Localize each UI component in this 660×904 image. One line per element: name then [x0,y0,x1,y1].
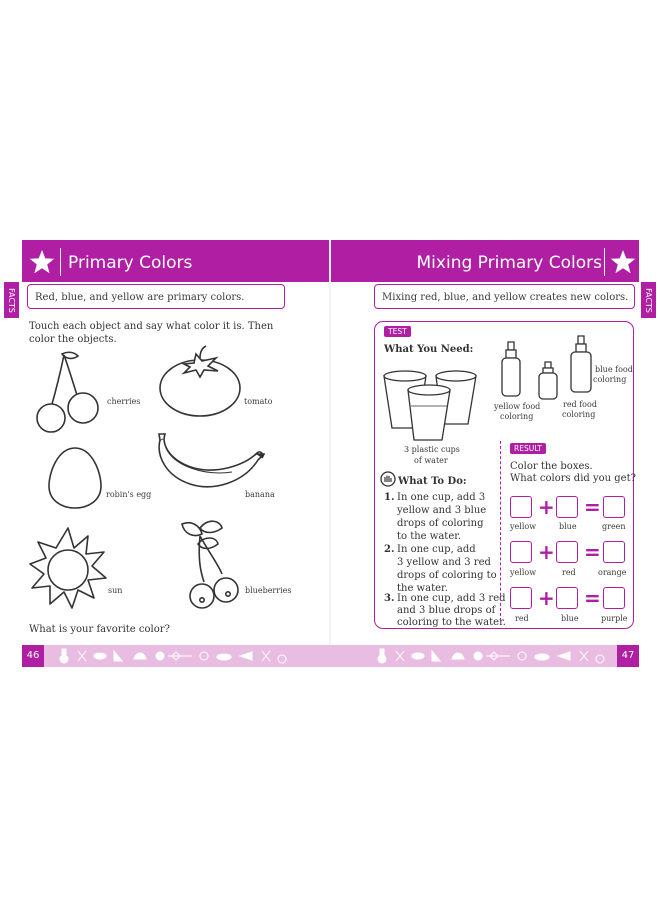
right-page-title: Mixing Primary Colors [416,253,602,273]
result-line-2: What colors did you get? [510,473,636,484]
egg-label: robin's egg [106,490,152,499]
right-page-number: 47 [617,645,639,667]
plus-sign: + [538,495,555,519]
step-1-line: In one cup, add 3 [397,492,486,503]
step-2-line: the water. [397,583,448,594]
facts-tab-left [4,282,19,318]
tool-icon [262,651,270,661]
rocket-icon [114,651,122,661]
equation-label: red [562,568,576,577]
plastic-cups-drawing [380,366,484,442]
page-spine [329,240,331,667]
cherries-label: cherries [107,397,141,406]
facts-tab-right [641,282,656,318]
footer-icons-left [58,647,288,665]
what-to-do-heading: What To Do: [398,476,467,487]
result-line-1: Color the boxes. [510,461,593,472]
color-box-blue[interactable] [556,587,578,609]
bird-icon [217,654,231,660]
blueberries-label: blueberries [245,586,292,595]
equals-sign: = [584,540,601,564]
tomato-label: tomato [244,397,273,406]
header-separator [60,248,61,276]
color-box-orange[interactable] [603,541,625,563]
yellow-coloring-label-1: yellow food [494,402,541,411]
equation-label: blue [561,614,579,623]
sun-label: sun [108,586,123,595]
step-1-line: yellow and 3 blue [397,505,487,516]
equation-label: purple [601,614,628,623]
hand-icon [380,471,396,487]
favorite-color-question: What is your favorite color? [29,624,170,635]
cups-label-line2: of water [414,456,448,465]
red-bottle-drawing [537,360,559,400]
color-box-green[interactable] [603,496,625,518]
facts-tab-label: FACTS [7,287,16,313]
yellow-coloring-label-2: coloring [500,412,534,421]
equation-label: orange [598,568,627,577]
color-box-blue[interactable] [556,496,578,518]
star-icon [609,248,637,276]
red-coloring-label-1: red food [563,400,597,409]
footer-icons-right [376,647,606,665]
color-box-red[interactable] [556,541,578,563]
blue-coloring-label-2: coloring [593,375,627,384]
step-1-line: to the water. [397,531,462,542]
blue-bottle-drawing [569,334,593,394]
color-box-yellow[interactable] [510,541,532,563]
tomato-drawing[interactable] [158,346,244,418]
yellow-bottle-drawing [500,340,522,398]
left-instruction: Touch each object and say what color it is. Then color the objects. [29,321,274,345]
equation-label: red [515,614,529,623]
step-1-line: drops of coloring [397,518,484,529]
sun-small-icon [200,652,208,660]
star-icon [28,248,56,276]
step-2-line: drops of coloring to [397,570,497,581]
equation-label: green [602,522,626,531]
blueberries-drawing[interactable] [178,518,244,610]
equation-label: blue [559,522,577,531]
step-3-line: coloring to the water. [397,617,506,628]
banana-label: banana [245,490,275,499]
blue-coloring-label-1: blue food [595,365,633,374]
step-2-line: In one cup, add [397,544,476,555]
left-page-title: Primary Colors [68,253,193,273]
facts-tab-label: FACTS [644,287,653,313]
sun-drawing[interactable] [28,526,108,612]
cherries-drawing[interactable] [34,346,104,436]
banana-drawing[interactable] [152,432,268,494]
color-box-yellow[interactable] [510,496,532,518]
step-2-line: 3 yellow and 3 red [397,557,491,568]
ladybug-icon [156,652,164,660]
cups-label-line1: 3 plastic cups [404,445,460,454]
equation-label: yellow [510,568,537,577]
red-coloring-label-2: coloring [562,410,596,419]
step-number: 2. [384,544,395,555]
step-number: 1. [384,492,395,503]
color-box-red[interactable] [510,587,532,609]
butterfly-icon [168,652,192,660]
color-box-purple[interactable] [603,587,625,609]
plus-sign: + [538,540,555,564]
wheel-icon [278,655,286,663]
scissors-icon [78,651,86,661]
header-separator [604,248,605,276]
right-fact-box: Mixing red, blue, and yellow creates new colors. [374,284,635,309]
step-3-line: and 3 blue drops of [397,605,496,616]
shell-icon [134,653,146,659]
egg-drawing[interactable] [47,446,103,510]
equation-label: yellow [510,522,537,531]
flask-icon [60,655,68,663]
test-tag: TEST [384,326,411,337]
what-you-need-heading: What You Need: [384,344,474,355]
plane-icon [240,652,252,660]
plus-sign: + [538,586,555,610]
equals-sign: = [584,586,601,610]
panel-divider [500,441,501,621]
result-tag: RESULT [510,443,546,454]
fish-icon [94,653,106,659]
left-fact-box: Red, blue, and yellow are primary colors. [27,284,285,309]
step-number: 3. [384,593,395,604]
step-3-line: In one cup, add 3 red [397,593,506,604]
equals-sign: = [584,495,601,519]
left-page-number: 46 [22,645,44,667]
